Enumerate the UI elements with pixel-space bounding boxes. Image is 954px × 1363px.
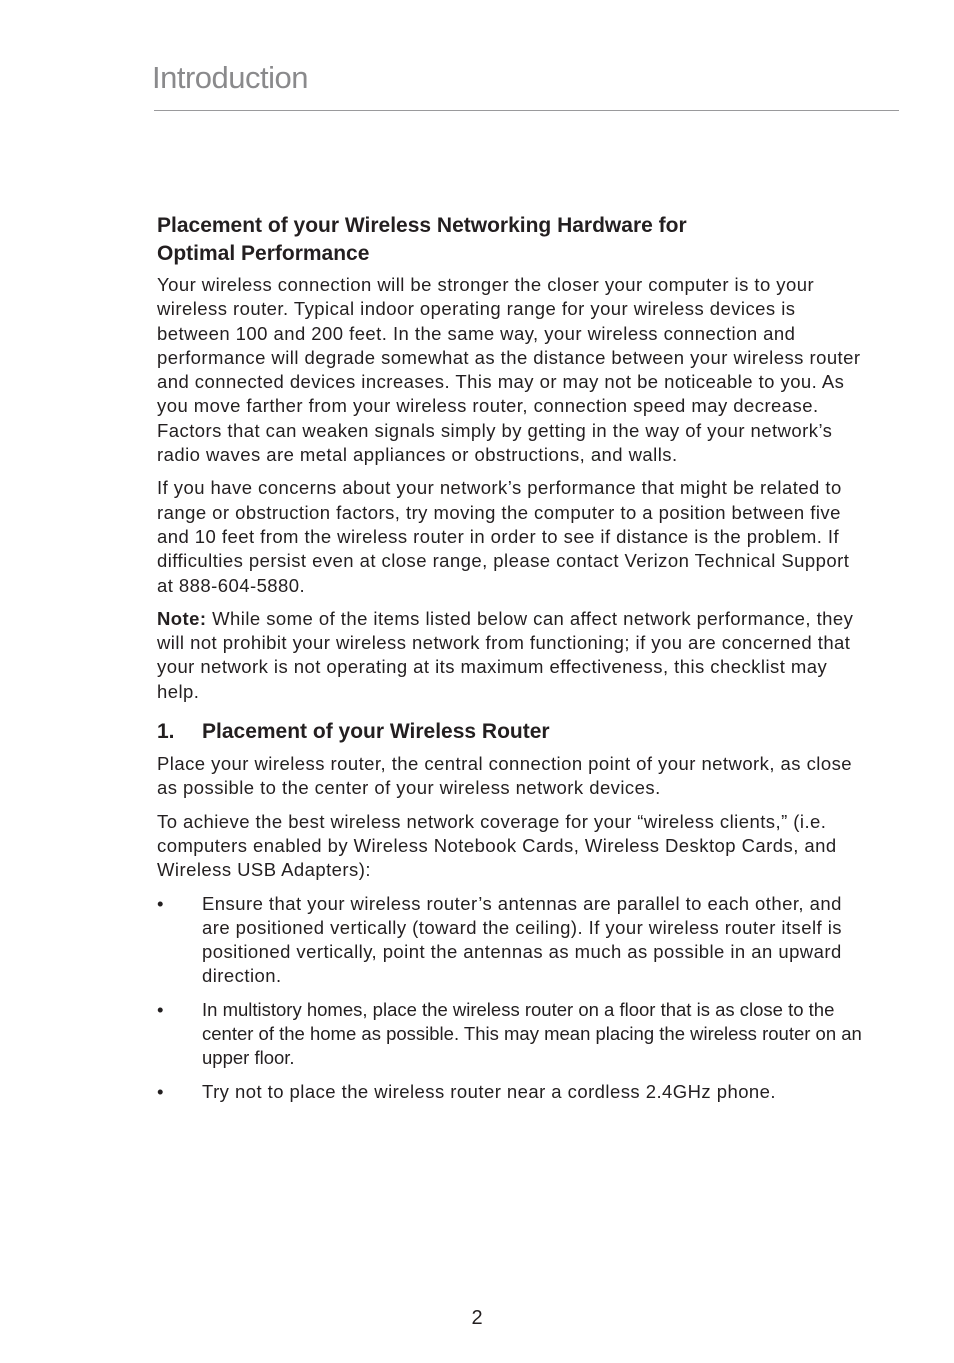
list-item — [157, 998, 862, 1071]
body-paragraph: Place your wireless router, the central connection point of your network, as close as possible to the center of your wireless network devices. — [157, 753, 853, 799]
page-header-title: Introduction — [152, 60, 308, 95]
body-paragraph: To achieve the best wireless network coverage for your “wireless clients,” (i.e. computers enabled by Wireless Notebook Cards, Wireless Desktop Cards, and Wireless USB Adapters): — [157, 810, 837, 881]
list-item — [157, 892, 862, 989]
body-paragraph: If you have concerns about your network’s performance that might be related to range or obstruction factors, try moving the computer to a position between five and 10 feet from the wireless router in order to see if distance is the problem. If difficulties persist even at close range, please contact Verizon Technical Support at 888-604-5880. — [157, 477, 850, 596]
subsection-heading — [157, 718, 862, 746]
subsection-number: 1. — [157, 720, 175, 744]
list-item-text: In multistory homes, place the wireless router on a floor that is as close to the center of the home as possible. This may mean placing the wireless router on an upper floor. — [202, 998, 862, 1069]
body-paragraph: Your wireless connection will be stronger the closer your computer is to your wireless router. Typical indoor operating range for your wireless devices is between 100 and 200 feet. In the same way, your wireless connection and performance will degrade somewhat as the distance between your wireless router and connected devices increases. This may or may not be noticeable to you. As you move farther from your wireless router, connection speed may decrease. Factors that can weaken signals simply by getting in the way of your network’s radio waves are metal appliances or obstructions, and walls. — [157, 274, 861, 466]
page-number: 2 — [471, 1307, 483, 1329]
bullet-icon: • — [157, 1080, 164, 1102]
bullet-icon: • — [157, 998, 164, 1020]
list-item — [157, 1080, 862, 1104]
bullet-list — [157, 892, 862, 1104]
section-heading: Placement of your Wireless Networking Hardware for Optimal Performance — [157, 214, 687, 265]
bullet-icon: • — [157, 892, 164, 914]
note-label: Note: — [157, 607, 207, 629]
list-item-text: Ensure that your wireless router’s antennas are parallel to each other, and are positioned vertically (toward the ceiling). If your wireless router itself is positioned vertically, point the antennas as much as possible in an upward direction. — [202, 892, 842, 987]
subsection-title: Placement of your Wireless Router — [202, 720, 550, 744]
note-paragraph — [157, 607, 862, 704]
note-text: While some of the items listed below can affect network performance, they will not prohibit your wireless network from functioning; if you are concerned that your network is not operating at its maximum effectiveness, this checklist may help. — [157, 607, 854, 702]
header-divider — [154, 110, 899, 111]
list-item-text: Try not to place the wireless router near a cordless 2.4GHz phone. — [202, 1080, 777, 1102]
page-content — [157, 212, 862, 1113]
